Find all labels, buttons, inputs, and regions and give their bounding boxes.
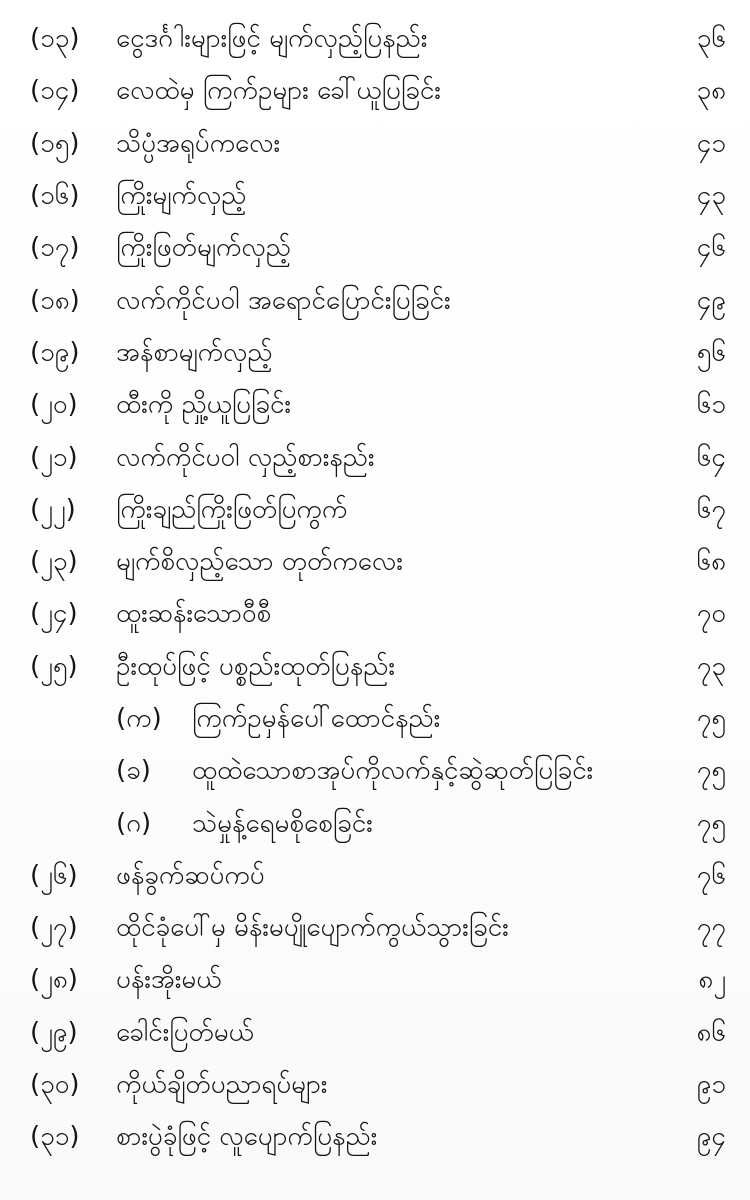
toc-entry (0, 589, 750, 641)
entry-number: (၂၆) (30, 860, 78, 891)
toc-entry (0, 537, 750, 589)
entry-title: ကြိုးမျက်လှည့် (116, 180, 247, 211)
toc-entry (0, 171, 750, 223)
entry-number: (က) (116, 703, 162, 734)
entry-number: (ခ) (116, 755, 151, 786)
toc-entry (0, 66, 750, 118)
entry-number: (၁၉) (30, 337, 80, 368)
entry-page-number: ၇၃ (696, 651, 726, 682)
toc-entry (0, 432, 750, 484)
entry-number: (၃၁) (30, 1121, 80, 1152)
entry-page-number: ၈၆ (696, 1017, 726, 1048)
toc-entry (0, 851, 750, 903)
entry-number: (၂၁) (30, 442, 78, 473)
toc-entry (0, 380, 750, 432)
entry-title: ကိုယ်ချိတ်ပညာရပ်များ (116, 1069, 328, 1100)
entry-title: လက်ကိုင်ပဝါ လှည့်စားနည်း (116, 442, 375, 473)
entry-number: (၁၆) (30, 180, 80, 211)
entry-page-number: ၆၇ (696, 494, 726, 525)
entry-number: (၂၃) (30, 546, 78, 577)
entry-number: (၂၄) (30, 598, 78, 629)
toc-entry (0, 955, 750, 1007)
table-of-contents (0, 14, 750, 1165)
entry-title: ကြိုးဖြတ်မျက်လှည့် (116, 232, 291, 263)
entry-title: လေထဲမှ ကြက်ဥများ ခေါ်ယူပြခြင်း (116, 75, 441, 106)
entry-number: (၁၇) (30, 232, 80, 263)
entry-number: (၁၈) (30, 285, 80, 316)
entry-page-number: ၅၆ (696, 337, 726, 368)
entry-title: ပန်းအိုးမယ် (116, 964, 222, 995)
entry-title: ကြိုးချည်ကြိုးဖြတ်ပြကွက် (116, 494, 348, 525)
toc-entry (0, 485, 750, 537)
entry-title: ထီးကို ညှို့ယူပြခြင်း (116, 389, 292, 420)
entry-page-number: ၇၅ (696, 703, 726, 734)
entry-number: (၂၇) (30, 912, 78, 943)
entry-page-number: ၇၅ (696, 808, 726, 839)
toc-entry (0, 903, 750, 955)
entry-title: အန်စာမျက်လှည့် (116, 337, 273, 368)
entry-title: သဲမှုန့်ရေမစိုစေခြင်း (192, 808, 373, 839)
entry-page-number: ၃၈ (696, 75, 726, 106)
entry-title: ငွေဒင်္ဂါးများဖြင့် မျက်လှည့်ပြနည်း (116, 23, 428, 54)
entry-page-number: ၄၉ (696, 285, 726, 316)
toc-entry (0, 275, 750, 327)
entry-title: ထူထဲသောစာအုပ်ကိုလက်နှင့်ဆွဲဆုတ်ပြခြင်း (192, 755, 594, 786)
entry-page-number: ၉၁ (696, 1069, 726, 1100)
toc-entry (0, 1008, 750, 1060)
toc-entry (0, 14, 750, 66)
entry-number: (၂၈) (30, 964, 78, 995)
entry-page-number: ၄၃ (696, 180, 726, 211)
toc-entry (0, 1112, 750, 1164)
entry-title: မျက်စိလှည့်သော တုတ်ကလေး (116, 546, 403, 577)
toc-entry (0, 328, 750, 380)
entry-number: (၂၉) (30, 1017, 78, 1048)
toc-subentry (0, 746, 750, 798)
entry-title: ကြက်ဥမှန်ပေါ်ထောင်နည်း (192, 703, 441, 734)
entry-number: (၁၅) (30, 128, 80, 159)
entry-title: ဦးထုပ်ဖြင့် ပစ္စည်းထုတ်ပြနည်း (116, 651, 395, 682)
entry-page-number: ၃၆ (696, 23, 726, 54)
entry-page-number: ၇၅ (696, 755, 726, 786)
entry-number: (၂၂) (30, 494, 76, 525)
toc-subentry (0, 798, 750, 850)
entry-title: စားပွဲခုံဖြင့် လူပျောက်ပြနည်း (116, 1121, 378, 1152)
entry-page-number: ၇၀ (696, 598, 726, 629)
entry-page-number: ၈၂ (698, 964, 726, 995)
entry-number: (၁၄) (30, 75, 80, 106)
entry-page-number: ၄၁ (696, 128, 726, 159)
entry-number: (၂၅) (30, 651, 78, 682)
entry-title: လက်ကိုင်ပဝါ အရောင်ပြောင်းပြခြင်း (116, 285, 451, 316)
entry-page-number: ၆၈ (696, 546, 726, 577)
entry-title: ထူးဆန်းသောဝီစီ (116, 598, 272, 629)
entry-number: (၂၀) (30, 389, 78, 420)
toc-entry (0, 1060, 750, 1112)
entry-page-number: ၇၆ (696, 860, 726, 891)
entry-title: ဖန်ခွက်ဆပ်ကပ် (116, 860, 265, 891)
entry-number: (၃၀) (30, 1069, 80, 1100)
entry-page-number: ၇၇ (696, 912, 726, 943)
entry-page-number: ၆၄ (696, 442, 726, 473)
entry-title: ခေါင်းပြတ်မယ် (116, 1017, 254, 1048)
entry-page-number: ၆၁ (696, 389, 726, 420)
entry-page-number: ၉၄ (696, 1121, 726, 1152)
toc-subentry (0, 694, 750, 746)
toc-entry (0, 223, 750, 275)
entry-title: သိပ္ပံအရုပ်ကလေး (116, 128, 281, 159)
entry-number: (ဂ) (116, 808, 152, 839)
entry-page-number: ၄၆ (696, 232, 726, 263)
entry-number: (၁၃) (30, 23, 80, 54)
toc-entry (0, 642, 750, 694)
toc-entry (0, 119, 750, 171)
entry-title: ထိုင်ခုံပေါ်မှ မိန်းမပျိုပျောက်ကွယ်သွားခြင်း (116, 912, 509, 943)
